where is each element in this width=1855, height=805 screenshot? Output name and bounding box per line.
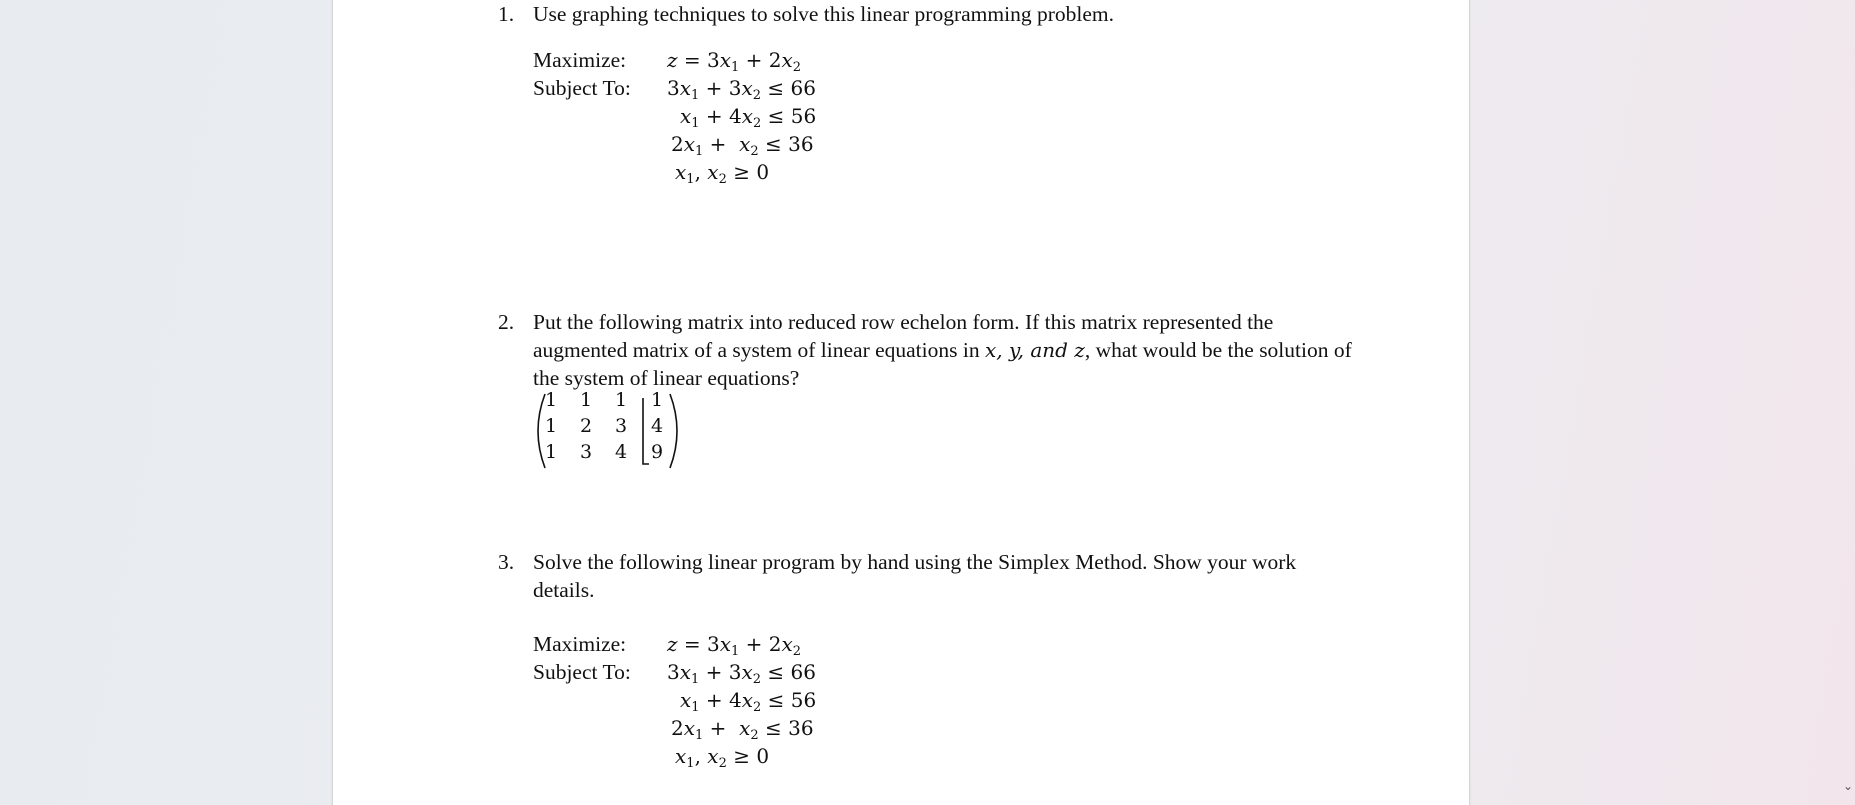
matrix-cell: 4 xyxy=(650,415,664,437)
document-page xyxy=(332,0,1470,805)
rhs: ≥ 0 xyxy=(726,744,770,768)
var-z: z xyxy=(667,48,678,72)
subscript: 1 xyxy=(731,644,740,659)
matrix-cell: 3 xyxy=(614,415,628,437)
question-text: Solve the following linear program by hand using the Simplex Method. Show your work details. xyxy=(533,550,1297,602)
eq-part: = 3 xyxy=(677,632,720,656)
matrix-cell: 9 xyxy=(650,441,664,463)
maximize-label: Maximize: xyxy=(533,48,627,72)
subscript: 2 xyxy=(792,644,802,659)
mid-part: + 4 xyxy=(699,104,742,128)
var-z: z xyxy=(667,632,678,656)
var-x2: x xyxy=(781,48,793,72)
var-x2: x xyxy=(741,76,753,100)
var-x1: x xyxy=(679,76,692,100)
rhs: ≤ 66 xyxy=(761,76,816,100)
question-text: Use graphing techniques to solve this linear programming problem. xyxy=(533,2,1114,26)
text-part: , what would be the solution of the system of linear equations? xyxy=(533,338,1352,390)
matrix-cell: 2 xyxy=(579,415,593,437)
plus-part: + 2 xyxy=(739,48,782,72)
mid-part: + xyxy=(703,132,740,156)
subscript: 2 xyxy=(753,116,762,131)
subscript: 2 xyxy=(750,728,759,743)
subscript: 2 xyxy=(718,172,727,187)
objective-expression xyxy=(667,630,801,658)
question-number: 2. xyxy=(498,310,515,334)
comma: , xyxy=(694,160,708,184)
eq-part: = 3 xyxy=(677,48,720,72)
matrix-cell: 1 xyxy=(614,389,628,411)
var-x2: x xyxy=(741,688,754,712)
augmented-matrix xyxy=(533,389,693,470)
question-text xyxy=(533,308,1353,392)
mid-part: + 4 xyxy=(699,688,742,712)
comma: , xyxy=(694,744,708,768)
text-part: Put the following matrix into reduced row echelon form. If this matrix represented the augmented matrix of a system of linear equations in xyxy=(533,310,1274,362)
rhs: ≤ 36 xyxy=(758,132,814,156)
subscript: 2 xyxy=(752,88,762,103)
subject-to-label: Subject To: xyxy=(533,76,631,100)
question-number: 3. xyxy=(498,550,515,574)
var-x1: x xyxy=(675,744,687,768)
var-x2: x xyxy=(781,632,793,656)
rhs: ≤ 36 xyxy=(758,716,814,740)
matrix-cell: 1 xyxy=(544,441,558,463)
constraint-1 xyxy=(667,658,816,686)
nonnegativity-constraint xyxy=(675,742,769,770)
var-x2: x xyxy=(739,132,751,156)
subscript: 1 xyxy=(691,672,700,687)
mid-part: + 3 xyxy=(699,660,742,684)
coef: 2 xyxy=(671,716,684,740)
subscript: 2 xyxy=(752,672,762,687)
matrix-cell: 3 xyxy=(579,441,593,463)
subscript: 1 xyxy=(686,172,695,187)
constraint-3 xyxy=(671,130,814,158)
matrix-cell: 1 xyxy=(544,415,558,437)
var-x1: x xyxy=(719,48,732,72)
objective-expression xyxy=(667,46,801,74)
mid-part: + 3 xyxy=(699,76,742,100)
rhs: ≤ 66 xyxy=(761,660,816,684)
coef: 2 xyxy=(671,132,684,156)
var-x1: x xyxy=(683,716,696,740)
var-x2: x xyxy=(741,660,753,684)
subscript: 1 xyxy=(695,728,704,743)
constraint-3 xyxy=(671,714,814,742)
var-x2: x xyxy=(707,160,719,184)
rhs: ≤ 56 xyxy=(761,104,817,128)
subscript: 1 xyxy=(686,756,695,771)
coef: 3 xyxy=(667,76,680,100)
var-x1: x xyxy=(680,104,692,128)
mid-part: + xyxy=(703,716,740,740)
variables-inline: x, y, and z xyxy=(984,338,1085,362)
rhs: ≤ 56 xyxy=(761,688,817,712)
var-x2: x xyxy=(739,716,751,740)
maximize-label: Maximize: xyxy=(533,632,627,656)
matrix-cell: 1 xyxy=(650,389,664,411)
var-x1: x xyxy=(719,632,732,656)
subscript: 1 xyxy=(691,700,700,715)
matrix-cell: 4 xyxy=(614,441,628,463)
constraint-1 xyxy=(667,74,816,102)
var-x1: x xyxy=(683,132,696,156)
nonnegativity-constraint xyxy=(675,158,769,186)
var-x2: x xyxy=(741,104,754,128)
subscript: 1 xyxy=(695,144,704,159)
matrix-cell: 1 xyxy=(544,389,558,411)
subscript: 1 xyxy=(731,60,740,75)
var-x1: x xyxy=(675,160,687,184)
plus-part: + 2 xyxy=(739,632,782,656)
var-x1: x xyxy=(680,688,692,712)
matrix-cell: 1 xyxy=(579,389,593,411)
window-corner-icon: ⌄ xyxy=(1842,779,1853,793)
subscript: 2 xyxy=(750,144,759,159)
constraint-2 xyxy=(680,102,816,130)
subscript: 1 xyxy=(691,88,700,103)
subject-to-label: Subject To: xyxy=(533,660,631,684)
coef: 3 xyxy=(667,660,680,684)
subscript: 2 xyxy=(718,756,727,771)
right-paren xyxy=(670,394,677,468)
var-x2: x xyxy=(707,744,719,768)
subscript: 2 xyxy=(792,60,802,75)
subscript: 2 xyxy=(753,700,762,715)
subscript: 1 xyxy=(691,116,700,131)
constraint-2 xyxy=(680,686,816,714)
var-x1: x xyxy=(679,660,692,684)
question-number: 1. xyxy=(498,2,515,26)
rhs: ≥ 0 xyxy=(726,160,770,184)
